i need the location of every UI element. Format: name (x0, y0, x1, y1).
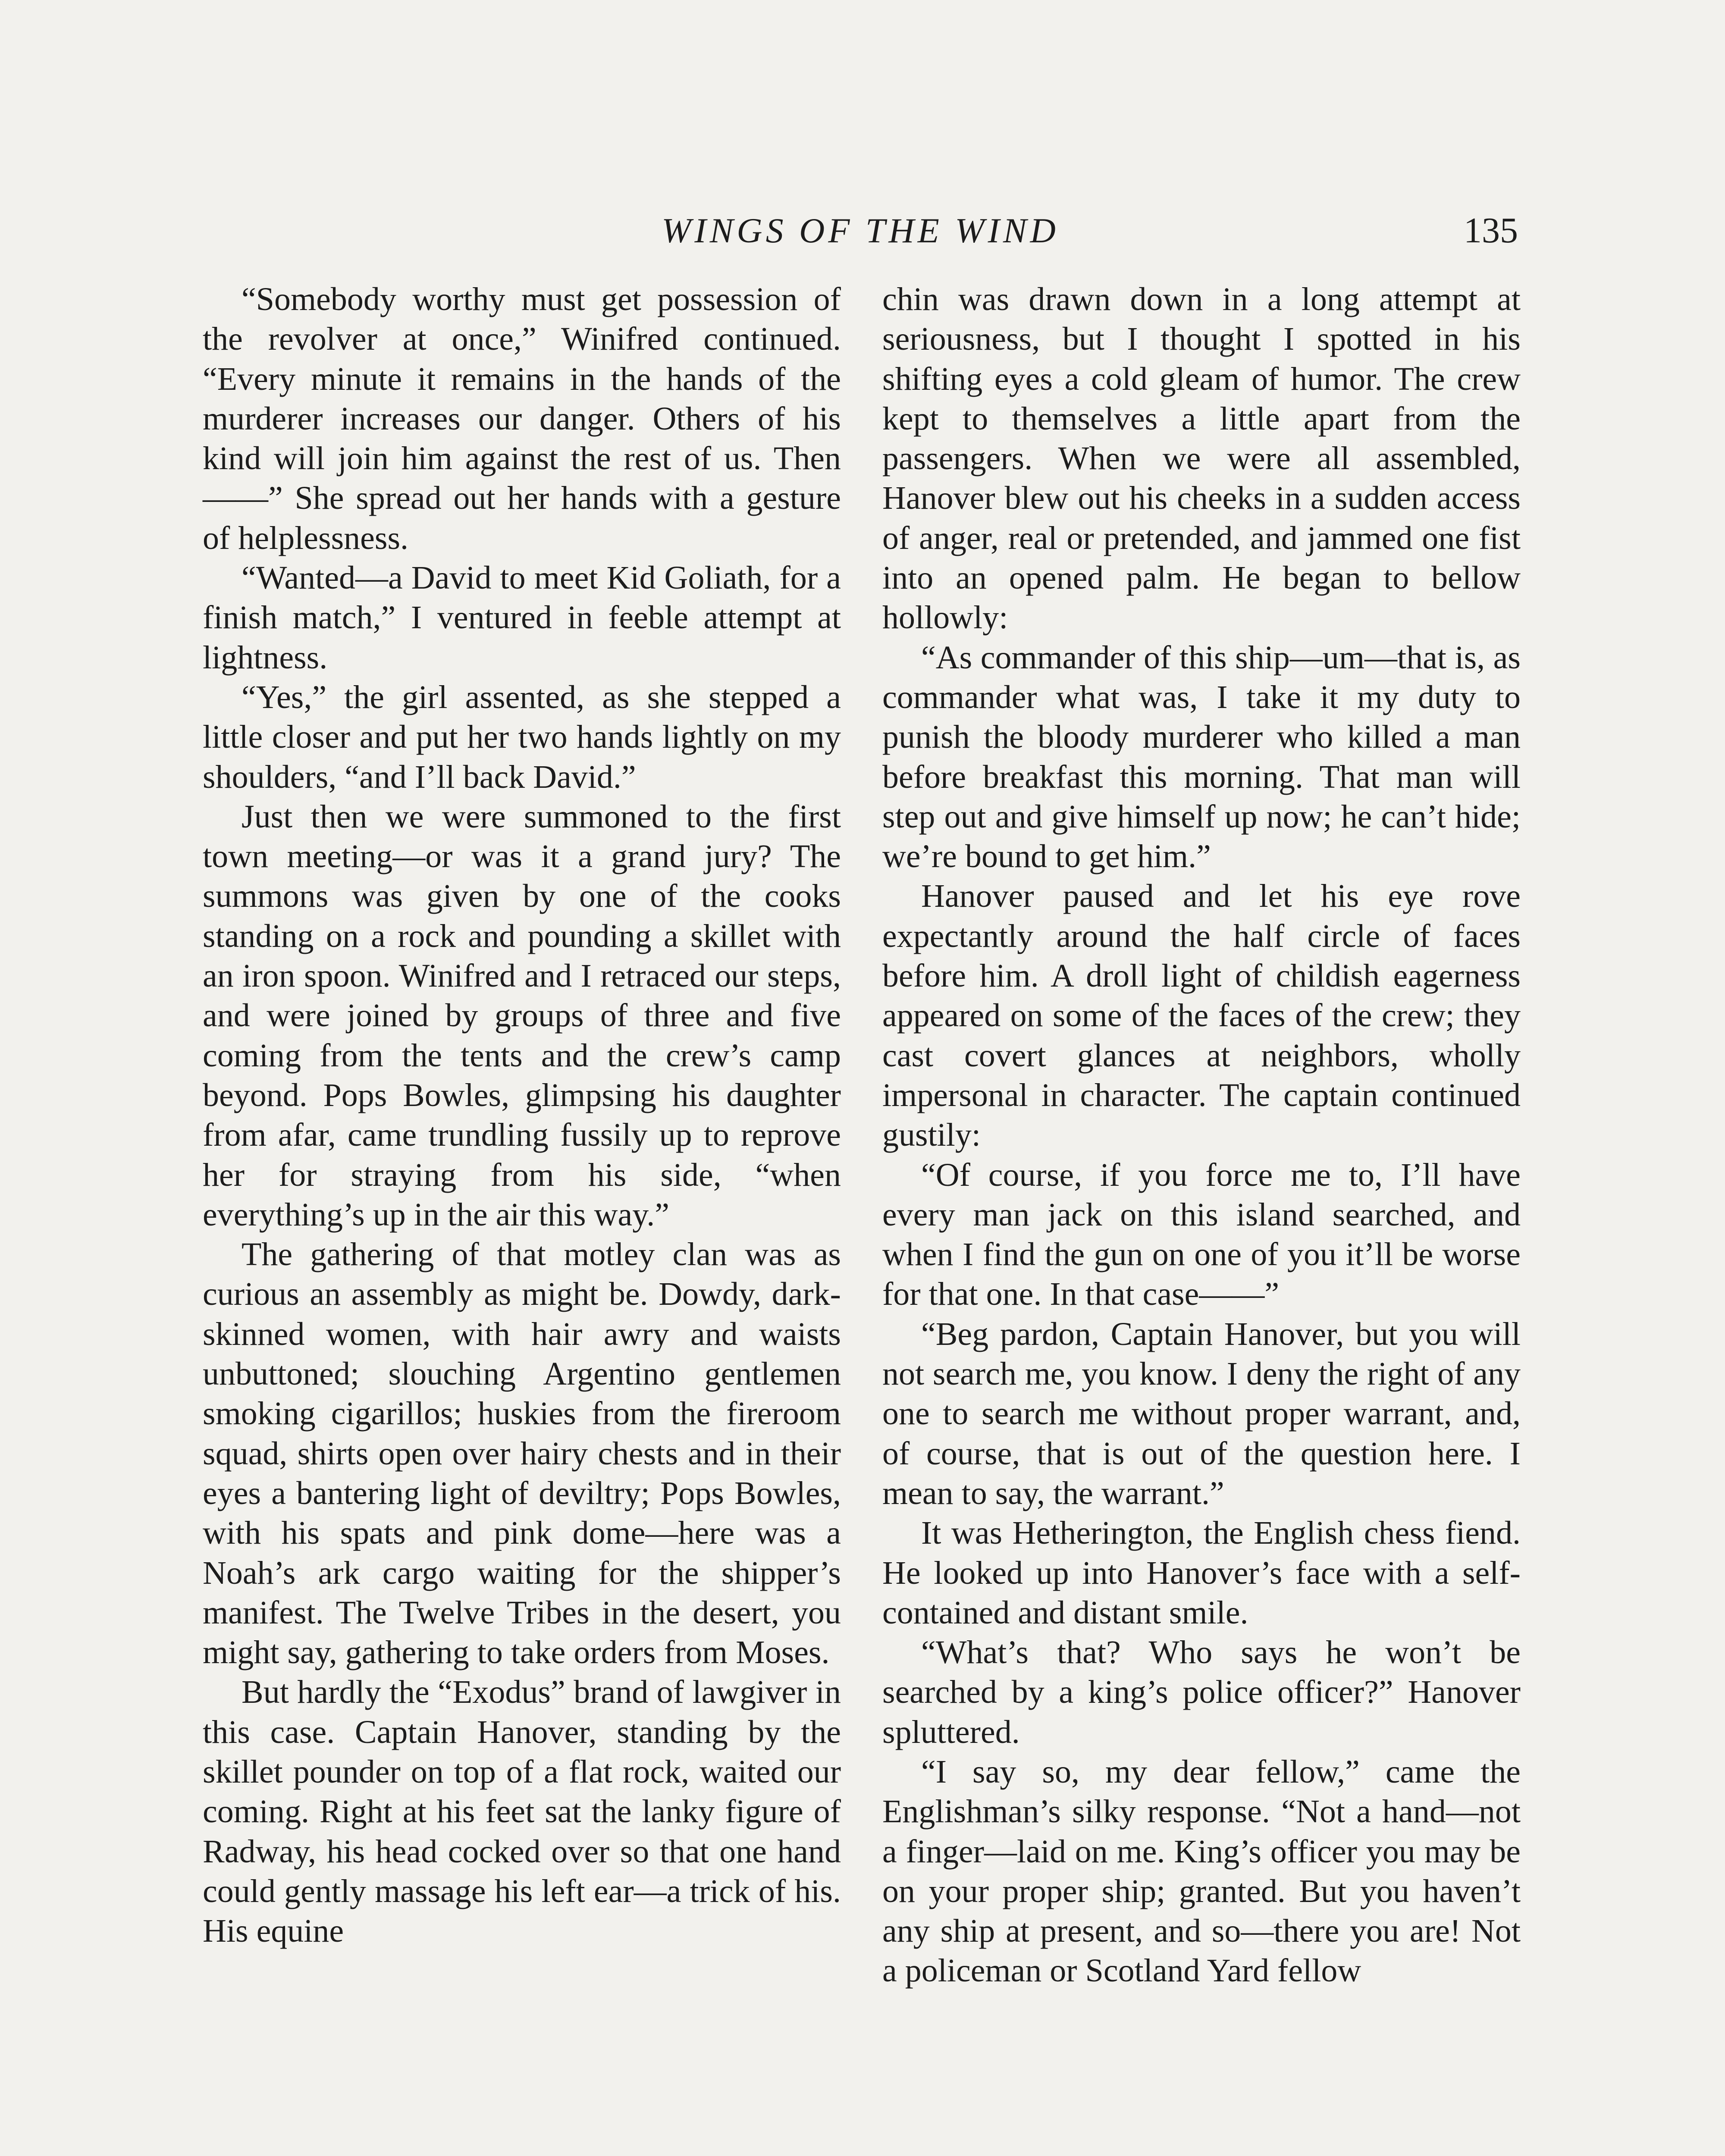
paragraph: Just then we were summoned to the first town meeting—or was it a grand jury? The summons was given by one of the cooks standing on a rock and pounding a skillet with an iron spoon. Winifred and I retraced our steps, and were joined by groups of three and five coming from the tents and the crew’s camp beyond. Pops Bowles, glimpsing his daughter from afar, came trundling fussily up to reprove her for straying from his side, “when everything’s up in the air this way.” (203, 798, 841, 1233)
paragraph: “Of course, if you force me to, I’ll have every man jack on this island searched, and when I find the gun on one of you it’ll be worse for that one. In that case——” (882, 1156, 1521, 1313)
paragraph: It was Hetherington, the English chess fiend. He looked up into Hanover’s face with a self-contained and distant smile. (882, 1515, 1521, 1631)
paragraph: “Yes,” the girl assented, as she stepped a little closer and put her two hands lightly on my shoulders, “and I’ll back David.” (203, 679, 841, 795)
paragraph: “Beg pardon, Captain Hanover, but you will not search me, you know. I deny the right of any one to search me without proper warrant, and, of course, that is out of the question here. I mean to say, the warrant.” (882, 1316, 1521, 1511)
paragraph: “As commander of this ship—um—that is, as commander what was, I take it my duty to punish the bloody murderer who killed a man before breakfast this morning. That man will step out and give himself up now; he can’t hide; we’re bound to get him.” (882, 639, 1521, 875)
left-text-column (203, 279, 841, 1951)
right-text-column (882, 279, 1521, 1991)
paragraph: Hanover paused and let his eye rove expectantly around the half circle of faces before him. A droll light of childish eagerness appeared on some of the faces of the crew; they cast covert glances at neighbors, wholly impersonal in character. The captain continued gustily: (882, 878, 1521, 1153)
page-number: 135 (1464, 210, 1518, 251)
paragraph: “Wanted—a David to meet Kid Goliath, for a finish match,” I ventured in feeble attempt at lightness. (203, 560, 841, 676)
paragraph: But hardly the “Exodus” brand of lawgiver in this case. Captain Hanover, standing by the skillet pounder on top of a flat rock, waited our coming. Right at his feet sat the lanky figure of Radway, his head cocked over so that one hand could gently massage his left ear—a trick of his. His equine (203, 1674, 841, 1949)
paragraph: “Somebody worthy must get possession of the revolver at once,” Winifred continued. “Every minute it remains in the hands of the murderer increases our danger. Others of his kind will join him against the rest of us. Then ——” She spread out her hands with a gesture of helplessness. (203, 281, 841, 556)
paragraph: The gathering of that motley clan was as curious an assembly as might be. Dowdy, dark-skinned women, with hair awry and waists unbuttoned; slouching Argentino gentlemen smoking cigarillos; huskies from the fireroom squad, shirts open over hairy chests and in their eyes a bantering light of deviltry; Pops Bowles, with his spats and pink dome—here was a Noah’s ark cargo waiting for the shipper’s manifest. The Twelve Tribes in the desert, you might say, gathering to take orders from Moses. (203, 1236, 841, 1671)
running-title: WINGS OF THE WIND (662, 211, 1059, 250)
paragraph: “What’s that? Who says he won’t be searched by a king’s police officer?” Hanover spluttered. (882, 1634, 1521, 1750)
continued-paragraph: chin was drawn down in a long attempt at seriousness, but I thought I spotted in his shifting eyes a cold gleam of humor. The crew kept to themselves a little apart from the passengers. When we were all assembled, Hanover blew out his cheeks in a sudden access of anger, real or pretended, and jammed one fist into an opened palm. He began to bellow hollowly: (882, 281, 1521, 636)
running-head (203, 205, 1518, 265)
paragraph: “I say so, my dear fellow,” came the Englishman’s silky response. “Not a hand—not a finger—laid on me. King’s officer you may be on your proper ship; granted. But you haven’t any ship at present, and so—there you are! Not a policeman or Scotland Yard fellow (882, 1753, 1521, 1989)
